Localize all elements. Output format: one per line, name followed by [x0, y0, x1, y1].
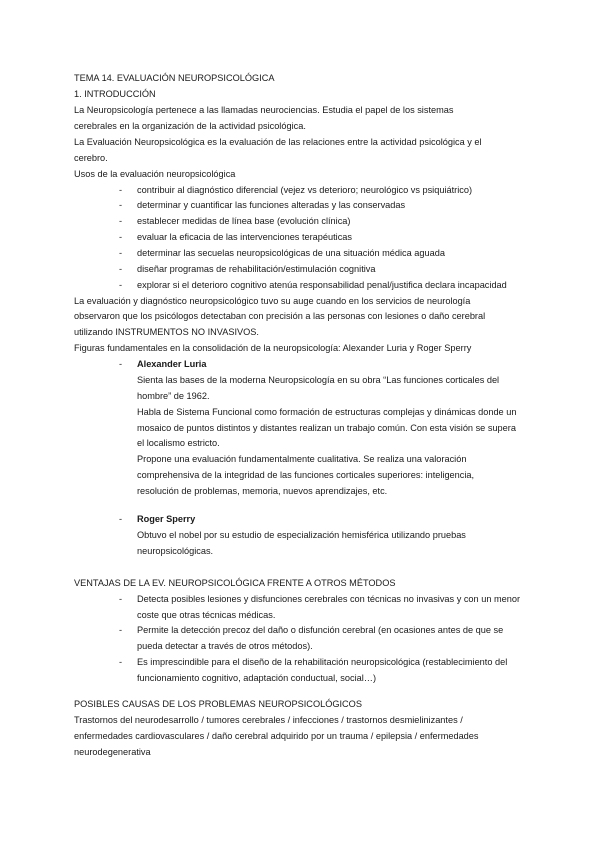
causes-line: Trastornos del neurodesarrollo / tumores cerebrales / infecciones / trastornos desmielinizantes / — [74, 715, 463, 725]
figure-name-luria: Alexander Luria — [137, 359, 207, 369]
section-heading-ventajas: VENTAJAS DE LA EV. NEUROPSICOLÓGICA FRENTE A OTROS MÉTODOS — [74, 578, 396, 588]
list-item: contribuir al diagnóstico diferencial (vejez vs deterioro; neurológico vs psiquiátrico) — [137, 185, 472, 195]
section-heading-introduccion: 1. INTRODUCCIÓN — [74, 89, 156, 99]
list-bullet: - — [119, 232, 123, 242]
list-bullet: - — [119, 185, 123, 195]
luria-line: Habla de Sistema Funcional como formación de estructuras complejas y dinámicas donde un — [137, 407, 517, 417]
sperry-line: Obtuvo el nobel por su estudio de especialización hemisférica utilizando pruebas — [137, 530, 466, 540]
list-bullet: - — [119, 248, 123, 258]
list-bullet: - — [119, 280, 123, 290]
list-item: establecer medidas de línea base (evolución clínica) — [137, 216, 351, 226]
paragraph-line: cerebrales en la organización de la actividad psicológica. — [74, 121, 306, 131]
list-bullet: - — [119, 359, 123, 369]
luria-line: comprehensiva de la integridad de las funciones corticales superiores: inteligencia, — [137, 470, 475, 480]
luria-line: el localismo estricto. — [137, 438, 220, 448]
luria-line: Propone una evaluación fundamentalmente cualitativa. Se realiza una valoración — [137, 454, 467, 464]
luria-line: resolución de problemas, memoria, nuevos aprendizajes, etc. — [137, 486, 388, 496]
list-bullet: - — [119, 200, 123, 210]
list-item: determinar las secuelas neuropsicológicas de una situación médica aguada — [137, 248, 445, 258]
sperry-line: neuropsicológicas. — [137, 546, 214, 556]
causes-line: neurodegenerativa — [74, 747, 151, 757]
list-bullet: - — [119, 657, 123, 667]
figures-intro: Figuras fundamentales en la consolidación de la neuropsicología: Alexander Luria y Roger Sperry — [74, 343, 472, 353]
advantage-line: Es imprescindible para el diseño de la rehabilitación neuropsicológica (restablecimiento del — [137, 657, 508, 667]
list-item: determinar y cuantificar las funciones alteradas y las conservadas — [137, 200, 406, 210]
paragraph-line: La evaluación y diagnóstico neuropsicológico tuvo su auge cuando en los servicios de neurología — [74, 296, 471, 306]
list-bullet: - — [119, 594, 123, 604]
document-title: TEMA 14. EVALUACIÓN NEUROPSICOLÓGICA — [74, 73, 275, 83]
section-heading-causas: POSIBLES CAUSAS DE LOS PROBLEMAS NEUROPSICOLÓGICOS — [74, 699, 362, 709]
uses-title: Usos de la evaluación neuropsicológica — [74, 169, 236, 179]
figure-name-sperry: Roger Sperry — [137, 514, 196, 524]
luria-line: Sienta las bases de la moderna Neuropsicología en su obra “Las funciones corticales del — [137, 375, 500, 385]
advantage-line: coste que otras técnicas médicas. — [137, 610, 276, 620]
advantage-line: Detecta posibles lesiones y disfunciones cerebrales con técnicas no invasivas y con un menor — [137, 594, 521, 604]
paragraph-line: La Neuropsicología pertenece a las llamadas neurociencias. Estudia el papel de los sistemas — [74, 105, 454, 115]
list-bullet: - — [119, 264, 123, 274]
advantage-line: Permite la detección precoz del daño o disfunción cerebral (en ocasiones antes de que se — [137, 625, 504, 635]
list-bullet: - — [119, 514, 123, 524]
list-item: evaluar la eficacia de las intervenciones terapéuticas — [137, 232, 353, 242]
luria-line: hombre” de 1962. — [137, 391, 210, 401]
list-bullet: - — [119, 216, 123, 226]
list-item: explorar si el deterioro cognitivo atenúa responsabilidad penal/justifica declara incapacidad — [137, 280, 507, 290]
paragraph-line: La Evaluación Neuropsicológica es la evaluación de las relaciones entre la actividad psicológica y el — [74, 137, 482, 147]
paragraph-line: utilizando INSTRUMENTOS NO INVASIVOS. — [74, 327, 259, 337]
list-item: diseñar programas de rehabilitación/estimulación cognitiva — [137, 264, 376, 274]
list-bullet: - — [119, 625, 123, 635]
advantage-line: pueda detectar a través de otros métodos). — [137, 641, 313, 651]
causes-line: enfermedades cardiovasculares / daño cerebral adquirido por un trauma / epilepsia / enfermedades — [74, 731, 479, 741]
luria-line: mosaico de puntos distintos y distantes realizan un trabajo común. Con esta visión se supera — [137, 423, 516, 433]
paragraph-line: observaron que los psicólogos detectaban con precisión a las personas con lesiones o daño cerebral — [74, 311, 486, 321]
paragraph-line: cerebro. — [74, 153, 108, 163]
advantage-line: funcionamiento cognitivo, adaptación conductual, social…) — [137, 673, 377, 683]
